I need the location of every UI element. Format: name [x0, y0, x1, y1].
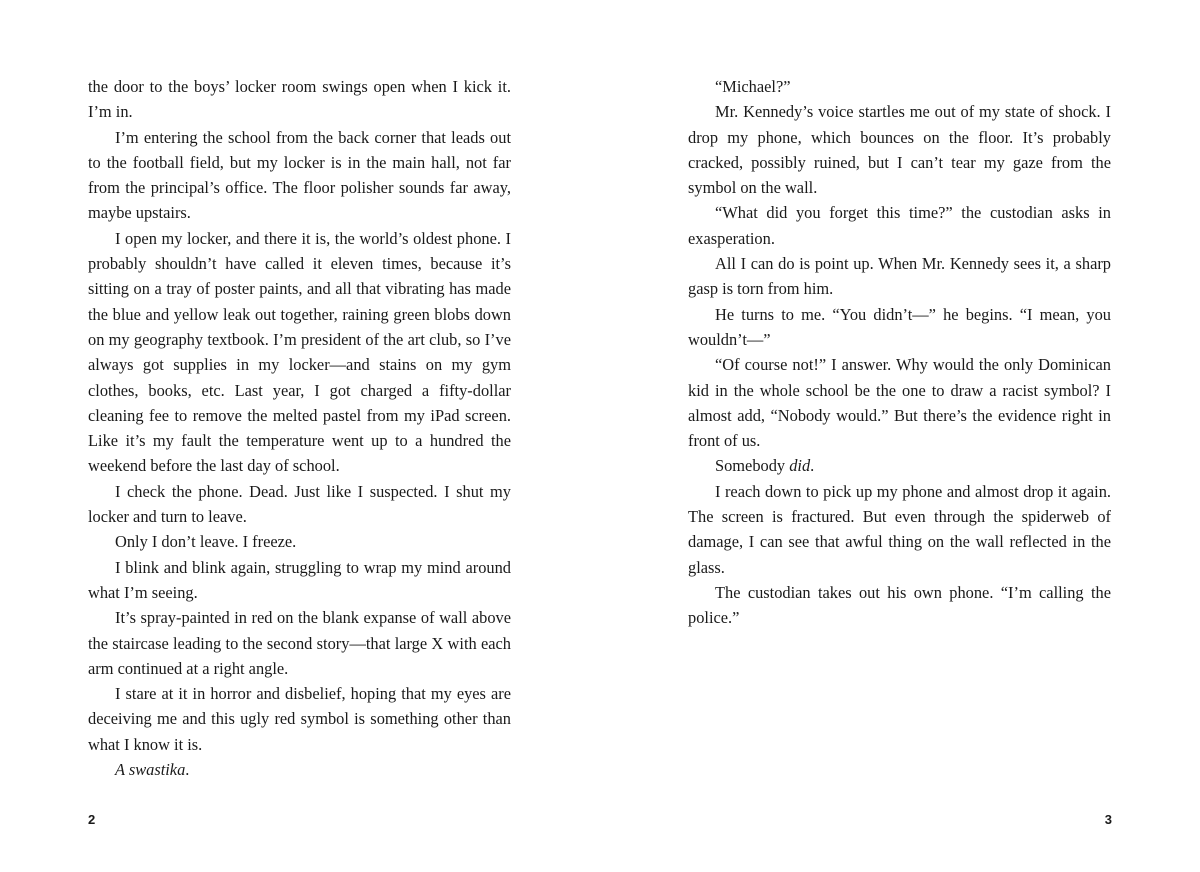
paragraph — [88, 757, 511, 782]
paragraph-text: I blink and blink again, struggling to wrap my mind around what I’m seeing. — [88, 557, 511, 602]
paragraph-text: I open my locker, and there it is, the world’s oldest phone. I probably shouldn’t have called it eleven times, because it’s sitting on a tray of poster paints, and all that vibrating has made the blue and yellow leak out together, raining green blobs down on my geography textbook. I’m president of the art club, so I’ve always got supplies in my locker—and stains on my gym clothes, books, etc. Last year, I got charged a fifty-dollar cleaning fee to remove the melted pastel from my iPad screen. Like it’s my fault the temperature went up to a hundred the weekend before the last day of school. — [88, 228, 511, 476]
paragraph-text: . — [185, 760, 190, 780]
paragraph-text: I’m entering the school from the back corner that leads out to the football field, but my locker is in the main hall, not far from the principal’s office. The floor polisher sounds far away, maybe upstairs. — [88, 127, 511, 223]
italic-text: A swastika — [115, 760, 186, 780]
paragraph — [688, 453, 1111, 478]
paragraph-text: All I can do is point up. When Mr. Kennedy sees it, a sharp gasp is torn from him. — [688, 254, 1111, 299]
paragraph-text: He turns to me. “You didn’t—” he begins. “I mean, you wouldn’t—” — [688, 304, 1111, 349]
paragraph — [688, 99, 1111, 200]
paragraph-text: I reach down to pick up my phone and almost drop it again. The screen is fractured. But even through the spiderweb of damage, I can see that awful thing on the wall reflected in the glass. — [688, 481, 1111, 577]
paragraph — [688, 302, 1111, 353]
paragraph-text: It’s spray-painted in red on the blank expanse of wall above the staircase leading to the second story—that large X with each arm continued at a right angle. — [88, 608, 511, 678]
paragraph — [688, 352, 1111, 453]
paragraph — [88, 226, 511, 479]
paragraph-text: Somebody — [715, 456, 790, 476]
right-page-text — [688, 74, 1111, 631]
right-page — [600, 0, 1200, 872]
paragraph — [88, 605, 511, 681]
paragraph-text: Only I don’t leave. I freeze. — [115, 532, 297, 552]
paragraph — [88, 74, 511, 125]
paragraph-text: the door to the boys’ locker room swings open when I kick it. I’m in. — [88, 77, 511, 122]
paragraph — [88, 555, 511, 606]
paragraph — [688, 200, 1111, 251]
italic-text: did — [789, 456, 811, 476]
paragraph-text: The custodian takes out his own phone. “I’m calling the police.” — [688, 582, 1111, 628]
paragraph — [88, 479, 511, 530]
paragraph-text: “What did you forget this time?” the custodian asks in exasperation. — [688, 203, 1111, 248]
paragraph-text: I stare at it in horror and disbelief, hoping that my eyes are deceiving me and this ugly red symbol is something other than what I know it is. — [88, 684, 511, 754]
paragraph — [88, 529, 511, 554]
paragraph-text: I check the phone. Dead. Just like I suspected. I shut my locker and turn to leave. — [88, 481, 511, 527]
paragraph-text: “Michael?” — [715, 77, 791, 96]
paragraph-text: . — [810, 456, 815, 476]
left-page-number: 2 — [88, 812, 96, 827]
paragraph — [688, 580, 1111, 631]
paragraph — [88, 125, 511, 226]
left-page-text — [88, 74, 511, 782]
paragraph — [688, 251, 1111, 302]
paragraph — [688, 74, 1111, 99]
paragraph — [88, 681, 511, 757]
right-page-number: 3 — [1104, 812, 1112, 827]
paragraph — [688, 479, 1111, 580]
paragraph-text: “Of course not!” I answer. Why would the only Dominican kid in the whole school be the one to draw a racist symbol? I almost add, “Nobody would.” But there’s the evidence right in front of us. — [688, 355, 1111, 451]
paragraph-text: Mr. Kennedy’s voice startles me out of my state of shock. I drop my phone, which bounces on the floor. It’s probably cracked, possibly ruined, but I can’t tear my gaze from the symbol on the wall. — [688, 102, 1111, 198]
